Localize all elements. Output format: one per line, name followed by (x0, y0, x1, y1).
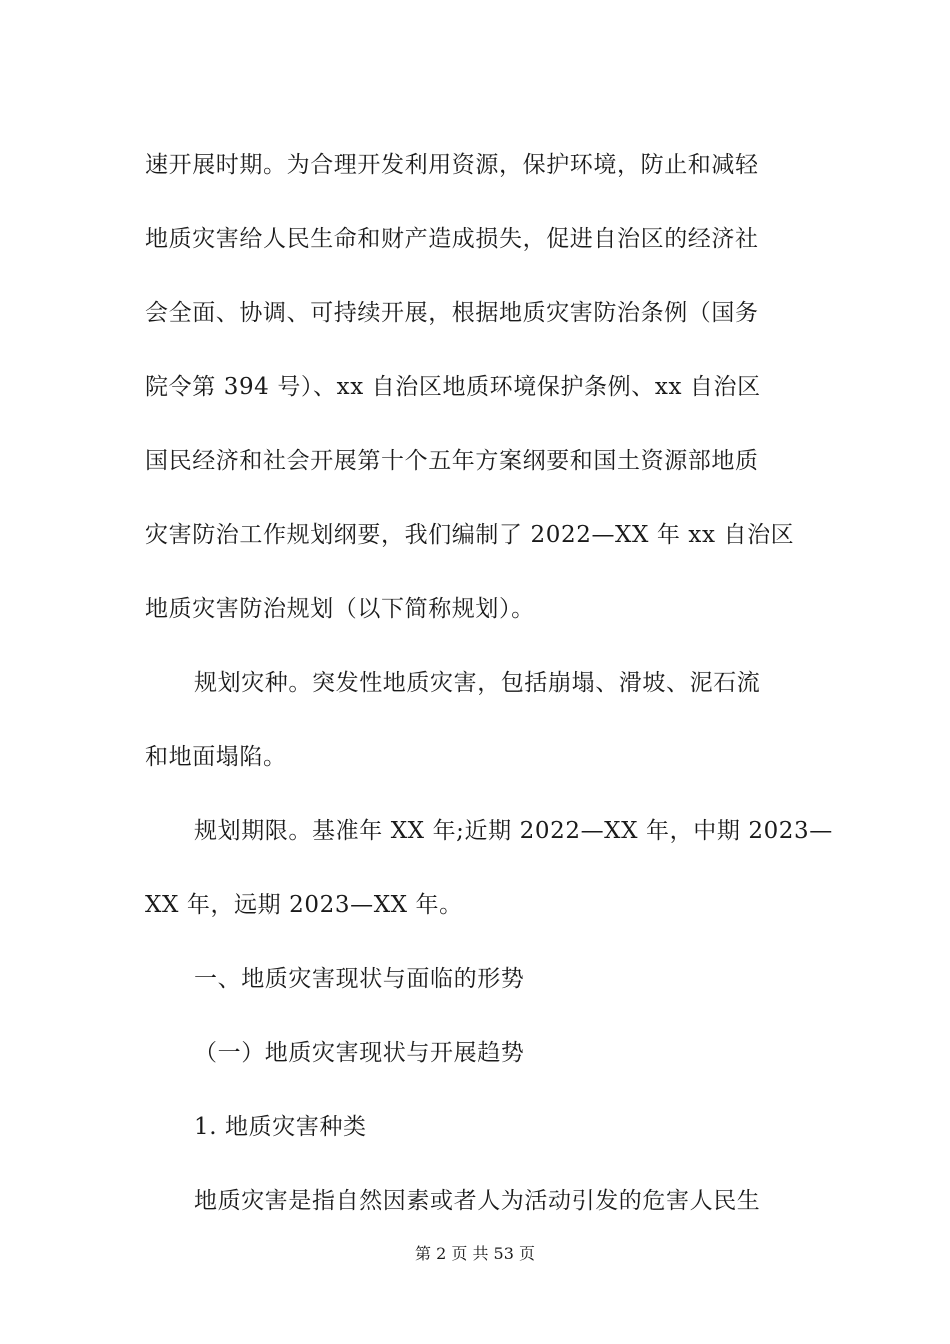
text-line-2: 地质灾害给人民生命和财产造成损失，促进自治区的经济社 (145, 226, 759, 252)
text-line-7: 地质灾害防治规划（以下简称规划）。 (145, 596, 535, 622)
page-number-footer: 第 2 页 共 53 页 (415, 1244, 535, 1263)
subsection-heading-1: （一）地质灾害现状与开展趋势 (194, 1040, 525, 1066)
text-line-5: 国民经济和社会开展第十个五年方案纲要和国土资源部地质 (145, 448, 759, 474)
paragraph-disaster-types: 规划灾种。突发性地质灾害，包括崩塌、滑坡、泥石流 (194, 670, 761, 696)
text-line-4: 院令第 394 号）、xx 自治区地质环境保护条例、xx 自治区 (145, 374, 761, 400)
text-line-3: 会全面、协调、可持续开展，根据地质灾害防治条例（国务 (145, 300, 759, 326)
text-line-11: XX 年，远期 2023—XX 年。 (145, 892, 463, 918)
item-heading-1: 1. 地质灾害种类 (194, 1114, 367, 1140)
paragraph-planning-period: 规划期限。基准年 XX 年;近期 2022—XX 年，中期 2023— (194, 818, 833, 844)
paragraph-definition: 地质灾害是指自然因素或者人为活动引发的危害人民生 (194, 1188, 761, 1214)
text-line-9: 和地面塌陷。 (145, 744, 287, 770)
body-text (145, 128, 833, 1238)
text-line-6: 灾害防治工作规划纲要，我们编制了 2022—XX 年 xx 自治区 (145, 522, 795, 548)
section-heading-1: 一、地质灾害现状与面临的形势 (194, 966, 525, 992)
text-line-1: 速开展时期。为合理开发利用资源，保护环境，防止和减轻 (145, 152, 759, 178)
